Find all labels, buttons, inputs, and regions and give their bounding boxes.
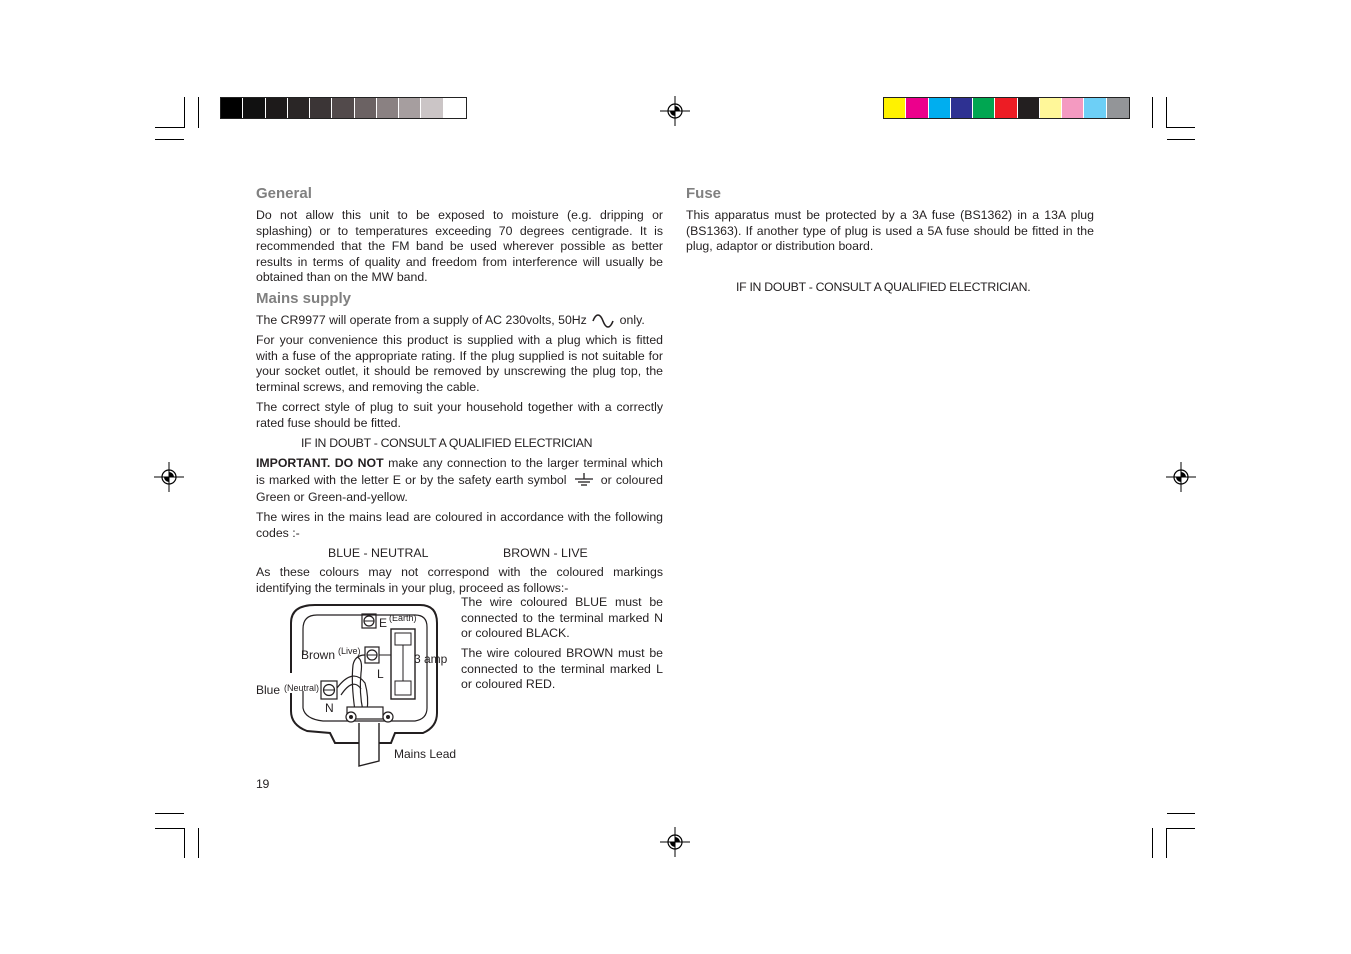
color-swatch [1107,98,1129,118]
grayscale-swatch [444,98,466,118]
registration-mark-icon [154,462,184,492]
grayscale-swatch [288,98,310,118]
mains-supply-heading: Mains supply [256,290,352,307]
crop-mark [198,828,199,858]
color-swatch [951,98,973,118]
color-swatch [1018,98,1040,118]
page-number: 19 [256,777,270,791]
color-swatch [884,98,906,118]
crop-mark [1166,97,1167,128]
earth-symbol-icon [574,473,594,487]
neutral-note: (Neutral) [284,683,320,693]
mains-para-2: For your convenience this product is supplied with a plug which is fitted with a fuse of the appropriate rating. If the plug supplied is not suitable for your socket outlet, it should be removed by unscrewing the plug top, the terminal screws, and removing the cable. [256,333,663,394]
registration-mark-icon [660,96,690,126]
grayscale-swatch [421,98,443,118]
colours-text: As these colours may not correspond with the coloured markings identifying the terminals in your plug, proceed as follows:- [256,565,663,595]
grayscale-swatch [310,98,332,118]
grayscale-swatch [243,98,265,118]
live-note: (Live) [338,646,361,656]
wires-text: The wires in the mains lead are coloured in accordance with the following codes :- [256,510,663,540]
important-bold: IMPORTANT. DO NOT [256,456,384,470]
color-swatch [1084,98,1106,118]
crop-mark [1167,139,1195,140]
doubt-notice: IF IN DOUBT - CONSULT A QUALIFIED ELECTRICIAN [301,436,593,450]
crop-mark [1152,97,1153,128]
color-swatch [995,98,1017,118]
color-calibration-bar [883,97,1130,119]
mains-para-3: The correct style of plug to suit your household together with a correctly rated fuse should be fitted. [256,400,663,430]
crop-mark [155,127,184,128]
registration-mark-icon [660,827,690,857]
blue-label: Blue [256,683,281,697]
crop-mark [155,139,184,140]
mains-line1 [256,313,663,329]
color-swatch [1040,98,1062,118]
mains-line1-text: The CR9977 will operate from a supply of AC 230volts, 50Hz [256,313,587,327]
code-blue: BLUE - NEUTRAL [328,546,429,560]
brown-instruction: The wire coloured BROWN must be connected to the terminal marked L or coloured RED. [461,646,663,691]
crop-mark [184,828,185,858]
crop-mark [184,97,185,128]
mains-line1-end: only. [619,313,645,327]
blue-instruction: The wire coloured BLUE must be connected to the terminal marked N or coloured BLACK. [461,595,663,640]
mains-lead-label: Mains Lead [394,747,457,761]
crop-mark [1167,813,1195,814]
grayscale-swatch [355,98,377,118]
color-swatch [973,98,995,118]
fuse-text: This apparatus must be protected by a 3A fuse (BS1362) in a 13A plug (BS1363). If another type of plug is used a 5A fuse should be fitted in the plug, adaptor or distribution board. [686,208,1094,253]
grayscale-swatch [332,98,354,118]
code-brown: BROWN - LIVE [503,546,588,560]
crop-mark [155,813,184,814]
grayscale-swatch [399,98,421,118]
crop-mark [198,97,199,128]
earth-note: (Earth) [389,613,417,623]
registration-mark-icon [1166,462,1196,492]
color-swatch [906,98,928,118]
grayscale-swatch [266,98,288,118]
ac-sine-icon [592,314,614,328]
color-swatch [1062,98,1084,118]
crop-mark [155,828,184,829]
crop-mark [1152,828,1153,858]
important-text-a: make any connection to the larger terminal which is marked with the letter E or by the safety earth symbol [256,456,664,487]
crop-mark [1167,828,1195,829]
general-heading: General [256,185,312,202]
fuse-label: 3 amp [414,652,448,666]
grayscale-swatch [377,98,399,118]
doubt-notice-right: IF IN DOUBT - CONSULT A QUALIFIED ELECTRICIAN. [736,280,1031,294]
neutral-letter: N [325,701,334,715]
crop-mark [1167,127,1195,128]
important-notice [256,455,663,506]
plug-wiring-diagram [255,603,465,769]
general-text: Do not allow this unit to be exposed to moisture (e.g. dripping or splashing) or to temperatures exceeding 70 degrees centigrade. It is recommended that the FM band be used wherever possible as better results in terms of quality and freedom from interference will usually be obtained than on the MW band. [256,208,663,284]
earth-letter: E [379,616,388,630]
important-text-b: or coloured Green or Green-and-yellow. [256,473,663,504]
grayscale-calibration-bar [220,97,467,119]
color-swatch [929,98,951,118]
live-letter: L [377,667,384,681]
fuse-heading: Fuse [686,185,722,202]
brown-label: Brown [301,648,336,662]
crop-mark [1166,828,1167,858]
grayscale-swatch [221,98,243,118]
